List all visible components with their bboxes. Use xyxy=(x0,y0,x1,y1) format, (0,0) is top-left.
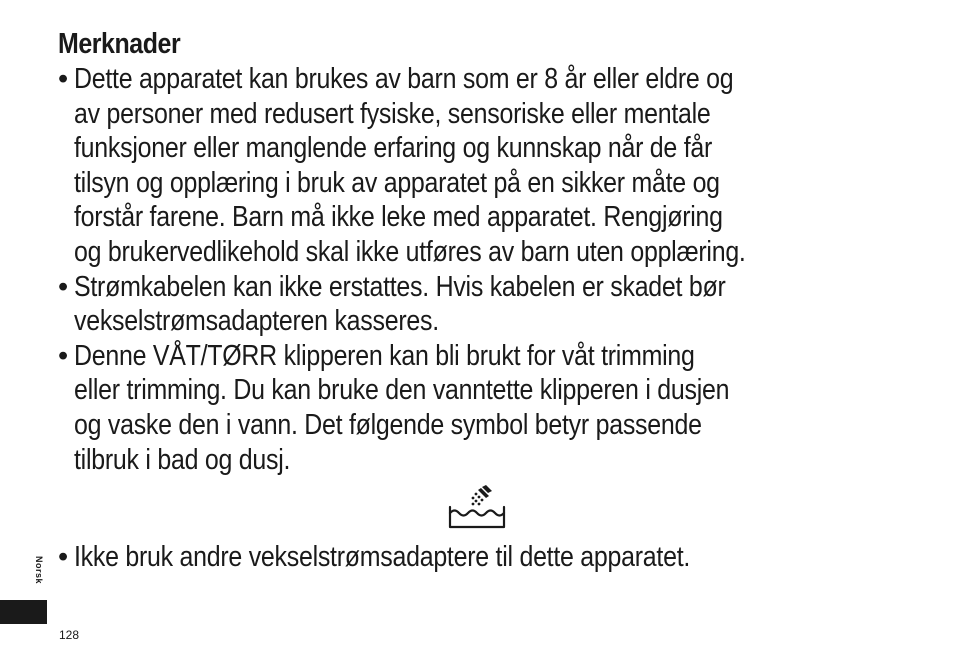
page-title: Merknader xyxy=(58,28,181,60)
bullet-glyph: • xyxy=(58,339,69,372)
note-line: og brukervedlikehold skal ikke utføres av barn uten opplæring. xyxy=(74,235,746,268)
note-line: forstår farene. Barn må ikke leke med apparatet. Rengjøring xyxy=(74,201,723,234)
note-line: tilbruk i bad og dusj. xyxy=(74,443,291,476)
note-line: Denne VÅT/TØRR klipperen kan bli brukt for våt trimming xyxy=(74,339,695,372)
bullet-glyph: • xyxy=(58,270,69,303)
note-line: eller trimming. Du kan bruke den vanntette klipperen i dusjen xyxy=(74,374,730,407)
note-item-2 xyxy=(58,270,938,339)
note-line: av personer med redusert fysiske, sensoriske eller mentale xyxy=(74,97,711,130)
note-line: funksjoner eller manglende erfaring og kunnskap når de får xyxy=(74,132,713,165)
bullet-glyph: • xyxy=(58,541,69,573)
note-item-4 xyxy=(58,540,954,575)
note-line: og vaske den i vann. Det følgende symbol betyr passende xyxy=(74,408,702,441)
note-line: vekselstrømsadapteren kasseres. xyxy=(74,305,439,338)
note-item-3 xyxy=(58,339,938,477)
bullet-glyph: • xyxy=(58,63,69,95)
note-line: Ikke bruk andre vekselstrømsadaptere til dette apparatet. xyxy=(74,541,691,573)
shower-bath-icon xyxy=(446,483,508,531)
note-line: Dette apparatet kan brukes av barn som er 8 år eller eldre og xyxy=(74,63,734,95)
note-item-1 xyxy=(58,62,938,270)
notes-list xyxy=(58,62,938,477)
language-side-tab xyxy=(0,600,47,624)
note-line: tilsyn og opplæring i bruk av apparatet på en sikker måte og xyxy=(74,166,720,199)
language-side-label: Norsk xyxy=(34,556,44,585)
page-number: 128 xyxy=(59,628,80,642)
note-line: Strømkabelen kan ikke erstattes. Hvis kabelen er skadet bør xyxy=(74,270,726,303)
